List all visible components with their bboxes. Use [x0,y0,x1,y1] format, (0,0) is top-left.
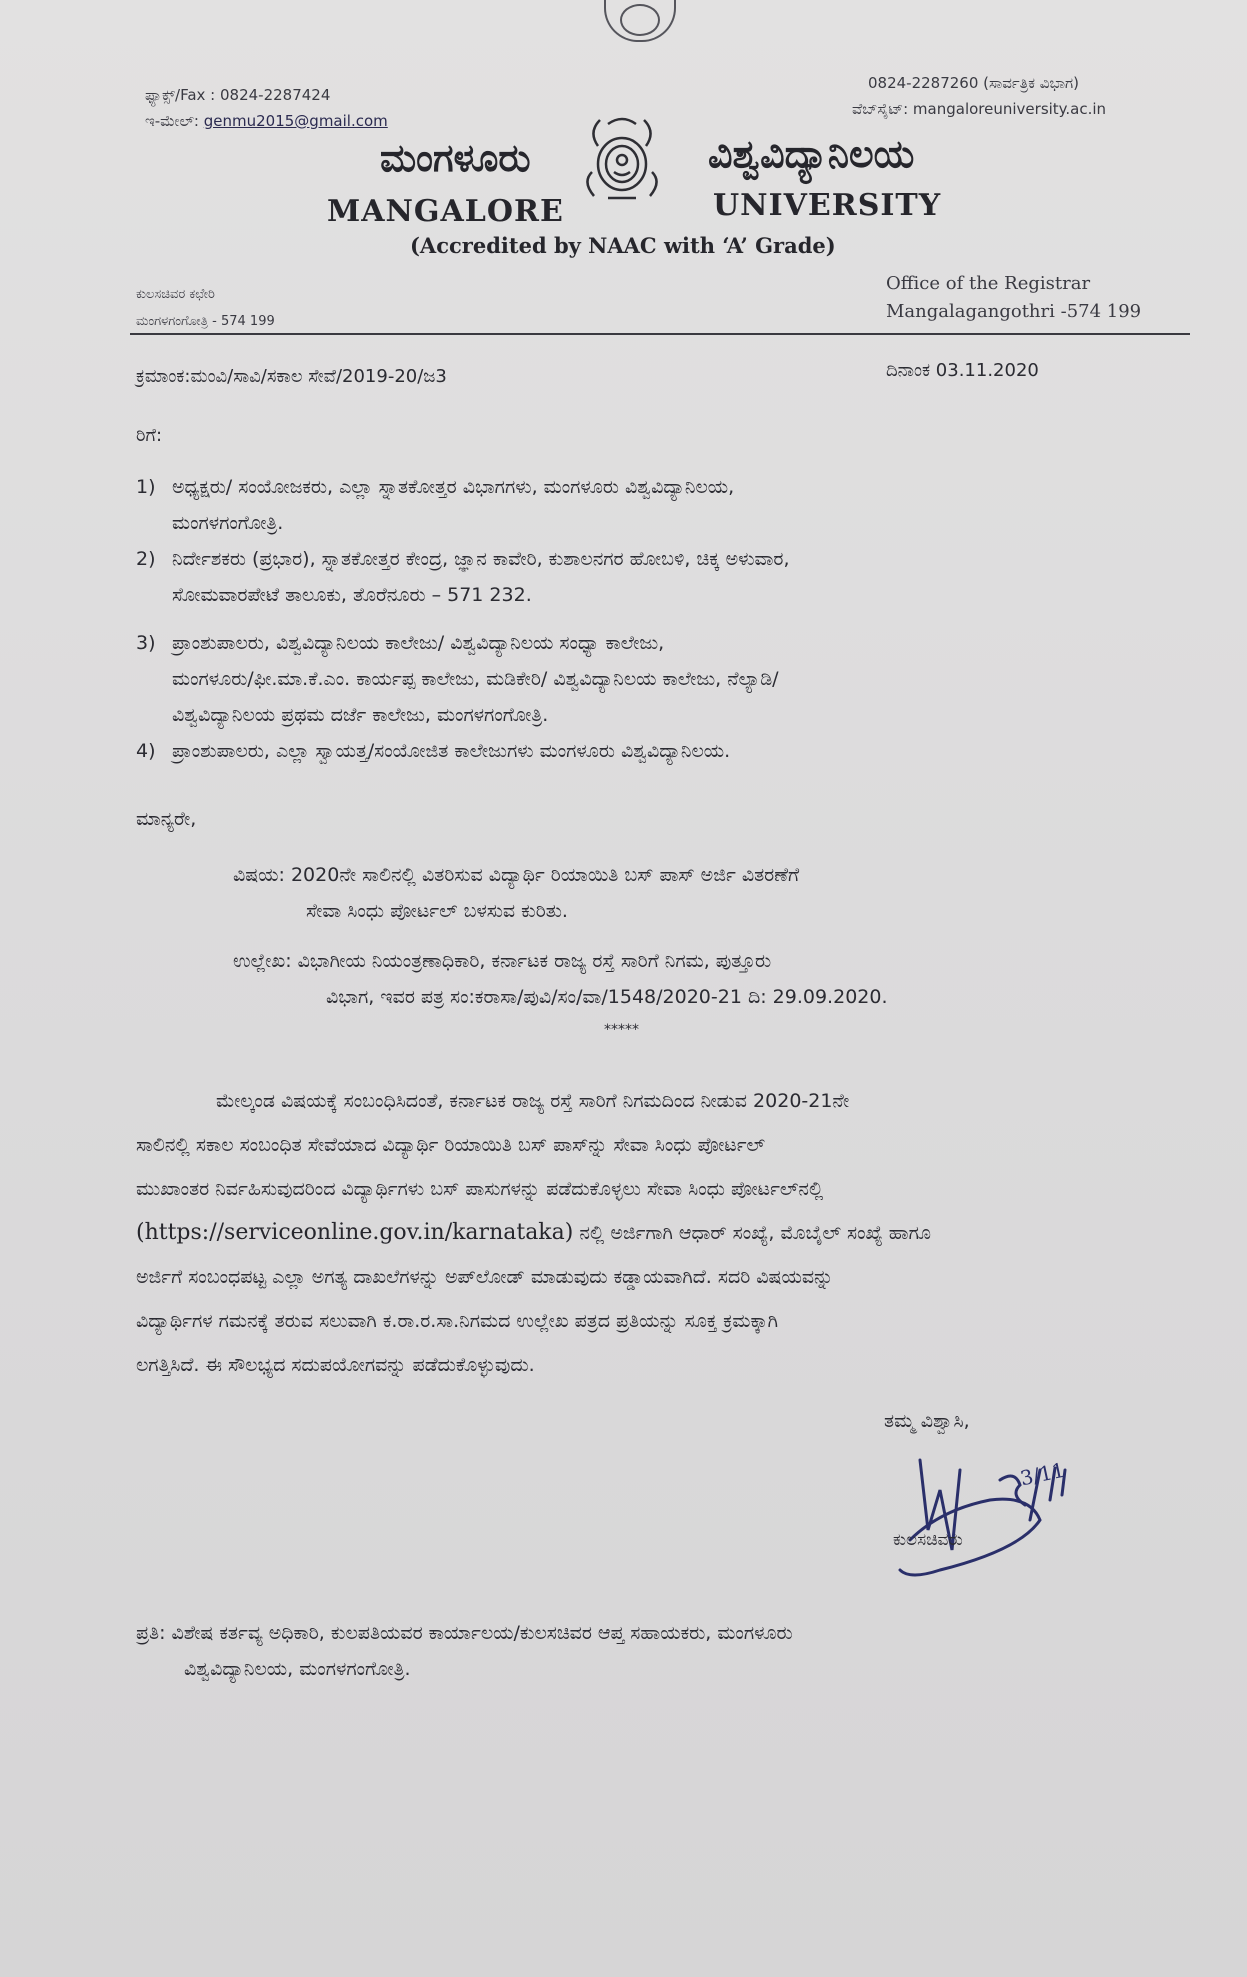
copy-to-line: ಪ್ರತಿ: ವಿಶೇಷ ಕರ್ತವ್ಯ ಅಧಿಕಾರಿ, ಕುಲಪತಿಯವರ ಕಾರ್ಯಾಲಯ/ಕುಲಸಚಿವರ ಆಪ್ತ ಸಹಾಯಕರು, ಮಂಗಳೂರು [136,1622,793,1644]
recipient-line: ವಿಶ್ವವಿದ್ಯಾನಿಲಯ ಪ್ರಥಮ ದರ್ಜೆ ಕಾಲೇಜು, ಮಂಗಳಗಂಗೋತ್ರಿ. [172,704,549,726]
title-english-left: MANGALORE [327,194,564,229]
letter-date: ದಿನಾಂಕ 03.11.2020 [886,360,1039,381]
title-kannada-right: ವಿಶ್ವವಿದ್ಯಾನಿಲಯ [708,132,915,176]
reference-line: ವಿಭಾಗ, ಇವರ ಪತ್ರ ಸಂ:ಕರಾಸಾ/ಪುವಿ/ಸಂ/ವಾ/1548/2020-21 ದಿ: 29.09.2020. [326,986,888,1008]
service-portal-url: (https://serviceonline.gov.in/karnataka) [136,1220,574,1245]
office-address: Mangalagangothri -574 199 [886,301,1142,322]
office-of-registrar: Office of the Registrar [886,273,1091,294]
body-line: ಲಗತ್ತಿಸಿದೆ. ಈ ಸೌಲಭ್ಯದ ಸದುಪಯೋಗವನ್ನು ಪಡೆದುಕೊಳ್ಳುವುದು. [136,1354,535,1376]
recipient-number: 1) [136,476,156,498]
title-kannada-left: ಮಂಗಳೂರು [380,136,531,180]
email-link[interactable]: genmu2015@gmail.com [203,112,388,130]
separator-stars: ***** [604,1022,639,1038]
body-line: ಸಾಲಿನಲ್ಲಿ ಸಕಾಲ ಸಂಬಂಧಿತ ಸೇವೆಯಾದ ವಿದ್ಯಾರ್ಥಿ ರಿಯಾಯಿತಿ ಬಸ್ ಪಾಸ್‌ನ್ನು ಸೇವಾ ಸಿಂಧು ಪೋರ್ಟಲ್ [136,1134,766,1156]
stamp-seal-icon [604,0,676,42]
university-emblem-icon [578,112,666,208]
website-line: ವೆಬ್‌ಸೈಟ್: mangaloreuniversity.ac.in [852,100,1107,118]
recipient-line: ಪ್ರಾಂಶುಪಾಲರು, ಎಲ್ಲಾ ಸ್ವಾಯತ್ತ/ಸಂಯೋಜಿತ ಕಾಲೇಜುಗಳು ಮಂಗಳೂರು ವಿಶ್ವವಿದ್ಯಾನಿಲಯ. [172,740,731,762]
recipient-line: ಸೋಮವಾರಪೇಟೆ ತಾಲೂಕು, ತೊರೆನೂರು – 571 232. [172,584,532,606]
office-kannada-address: ಮಂಗಳಗಂಗೋತ್ರಿ - 574 199 [136,314,275,329]
fax-number: ಫ್ಯಾಕ್ಸ್/Fax : 0824-2287424 [145,86,331,104]
email-label: ಇ-ಮೇಲ್: [145,112,204,130]
signature-date: 3/11 [1017,1457,1067,1491]
to-label: ರಿಗೆ: [136,425,163,446]
closing: ತಮ್ಮ ವಿಶ್ವಾಸಿ, [884,1410,970,1432]
subject-line: ಸೇವಾ ಸಿಂಧು ಪೋರ್ಟಲ್ ಬಳಸುವ ಕುರಿತು. [306,900,568,922]
phone-number: 0824-2287260 (ಸಾರ್ವತ್ರಿಕ ವಿಭಾಗ) [868,74,1079,92]
recipient-number: 3) [136,632,156,654]
recipient-line: ನಿರ್ದೇಶಕರು (ಪ್ರಭಾರ), ಸ್ನಾತಕೋತ್ತರ ಕೇಂದ್ರ, ಜ್ಞಾನ ಕಾವೇರಿ, ಕುಶಾಲನಗರ ಹೋಬಳಿ, ಚಿಕ್ಕ ಅಳುವಾರ, [172,548,790,570]
signatory-title: ಕುಲಸಚಿವರು [893,1530,963,1550]
reference-line: ಉಲ್ಲೇಖ: ವಿಭಾಗೀಯ ನಿಯಂತ್ರಣಾಧಿಕಾರಿ, ಕರ್ನಾಟಕ ರಾಜ್ಯ ರಸ್ತೆ ಸಾರಿಗೆ ನಿಗಮ, ಪುತ್ತೂರು [233,950,772,972]
reference-number: ಕ್ರಮಾಂಕ:ಮಂವಿ/ಸಾವಿ/ಸಕಾಲ ಸೇವೆ/2019-20/ಜ3 [136,366,447,387]
recipient-line: ಮಂಗಳಗಂಗೋತ್ರಿ. [172,512,284,534]
accreditation: (Accredited by NAAC with ‘A’ Grade) [410,233,836,258]
body-url-rest: ನಲ್ಲಿ ಅರ್ಜಿಗಾಗಿ ಆಧಾರ್ ಸಂಖ್ಯೆ, ಮೊಬೈಲ್ ಸಂಖ್ಯೆ ಹಾಗೂ [573,1222,932,1244]
recipient-number: 2) [136,548,156,570]
body-line: ವಿದ್ಯಾರ್ಥಿಗಳ ಗಮನಕ್ಕೆ ತರುವ ಸಲುವಾಗಿ ಕ.ರಾ.ರ.ಸಾ.ನಿಗಮದ ಉಲ್ಲೇಖ ಪತ್ರದ ಪ್ರತಿಯನ್ನು ಸೂಕ್ತ ಕ್ರಮಕ್ಕಾಗಿ [136,1310,778,1332]
body-url-line [136,1220,931,1245]
recipient-line: ಪ್ರಾಂಶುಪಾಲರು, ವಿಶ್ವವಿದ್ಯಾನಿಲಯ ಕಾಲೇಜು/ ವಿಶ್ವವಿದ್ಯಾನಿಲಯ ಸಂಧ್ಯಾ ಕಾಲೇಜು, [172,632,665,654]
handwritten-signature [880,1440,1100,1590]
office-kannada: ಕುಲಸಚಿವರ ಕಛೇರಿ [136,287,215,302]
copy-to-line: ವಿಶ್ವವಿದ್ಯಾನಿಲಯ, ಮಂಗಳಗಂಗೋತ್ರಿ. [184,1658,411,1680]
subject-line: ವಿಷಯ: 2020ನೇ ಸಾಲಿನಲ್ಲಿ ವಿತರಿಸುವ ವಿದ್ಯಾರ್ಥಿ ರಿಯಾಯಿತಿ ಬಸ್ ಪಾಸ್ ಅರ್ಜಿ ವಿತರಣೆಗೆ [233,864,800,886]
recipient-line: ಮಂಗಳೂರು/ಫೀ.ಮಾ.ಕೆ.ಎಂ. ಕಾರ್ಯಪ್ಪ ಕಾಲೇಜು, ಮಡಿಕೇರಿ/ ವಿಶ್ವವಿದ್ಯಾನಿಲಯ ಕಾಲೇಜು, ನೆಲ್ಯಾಡಿ/ [172,668,779,690]
recipient-line: ಅಧ್ಯಕ್ಷರು/ ಸಂಯೋಜಕರು, ಎಲ್ಲಾ ಸ್ನಾತಕೋತ್ತರ ವಿಭಾಗಗಳು, ಮಂಗಳೂರು ವಿಶ್ವವಿದ್ಯಾನಿಲಯ, [172,476,735,498]
recipient-number: 4) [136,740,156,762]
header-divider [130,333,1190,335]
body-line: ಮೇಲ್ಕಂಡ ವಿಷಯಕ್ಕೆ ಸಂಬಂಧಿಸಿದಂತೆ, ಕರ್ನಾಟಕ ರಾಜ್ಯ ರಸ್ತೆ ಸಾರಿಗೆ ನಿಗಮದಿಂದ ನೀಡುವ 2020-21ನೇ [216,1090,850,1112]
email-line [145,112,388,130]
body-line: ಅರ್ಜಿಗೆ ಸಂಬಂಧಪಟ್ಟ ಎಲ್ಲಾ ಅಗತ್ಯ ದಾಖಲೆಗಳನ್ನು ಅಪ್‌ಲೋಡ್ ಮಾಡುವುದು ಕಡ್ಡಾಯವಾಗಿದೆ. ಸದರಿ ವಿಷಯವನ್ನು [136,1266,834,1288]
title-english-right: UNIVERSITY [713,188,942,223]
salutation: ಮಾನ್ಯರೇ, [136,808,197,830]
body-line: ಮುಖಾಂತರ ನಿರ್ವಹಿಸುವುದರಿಂದ ವಿದ್ಯಾರ್ಥಿಗಳು ಬಸ್ ಪಾಸುಗಳನ್ನು ಪಡೆದುಕೊಳ್ಳಲು ಸೇವಾ ಸಿಂಧು ಪೋರ್ಟಲ್‌ನಲ್ಲಿ [136,1178,824,1200]
